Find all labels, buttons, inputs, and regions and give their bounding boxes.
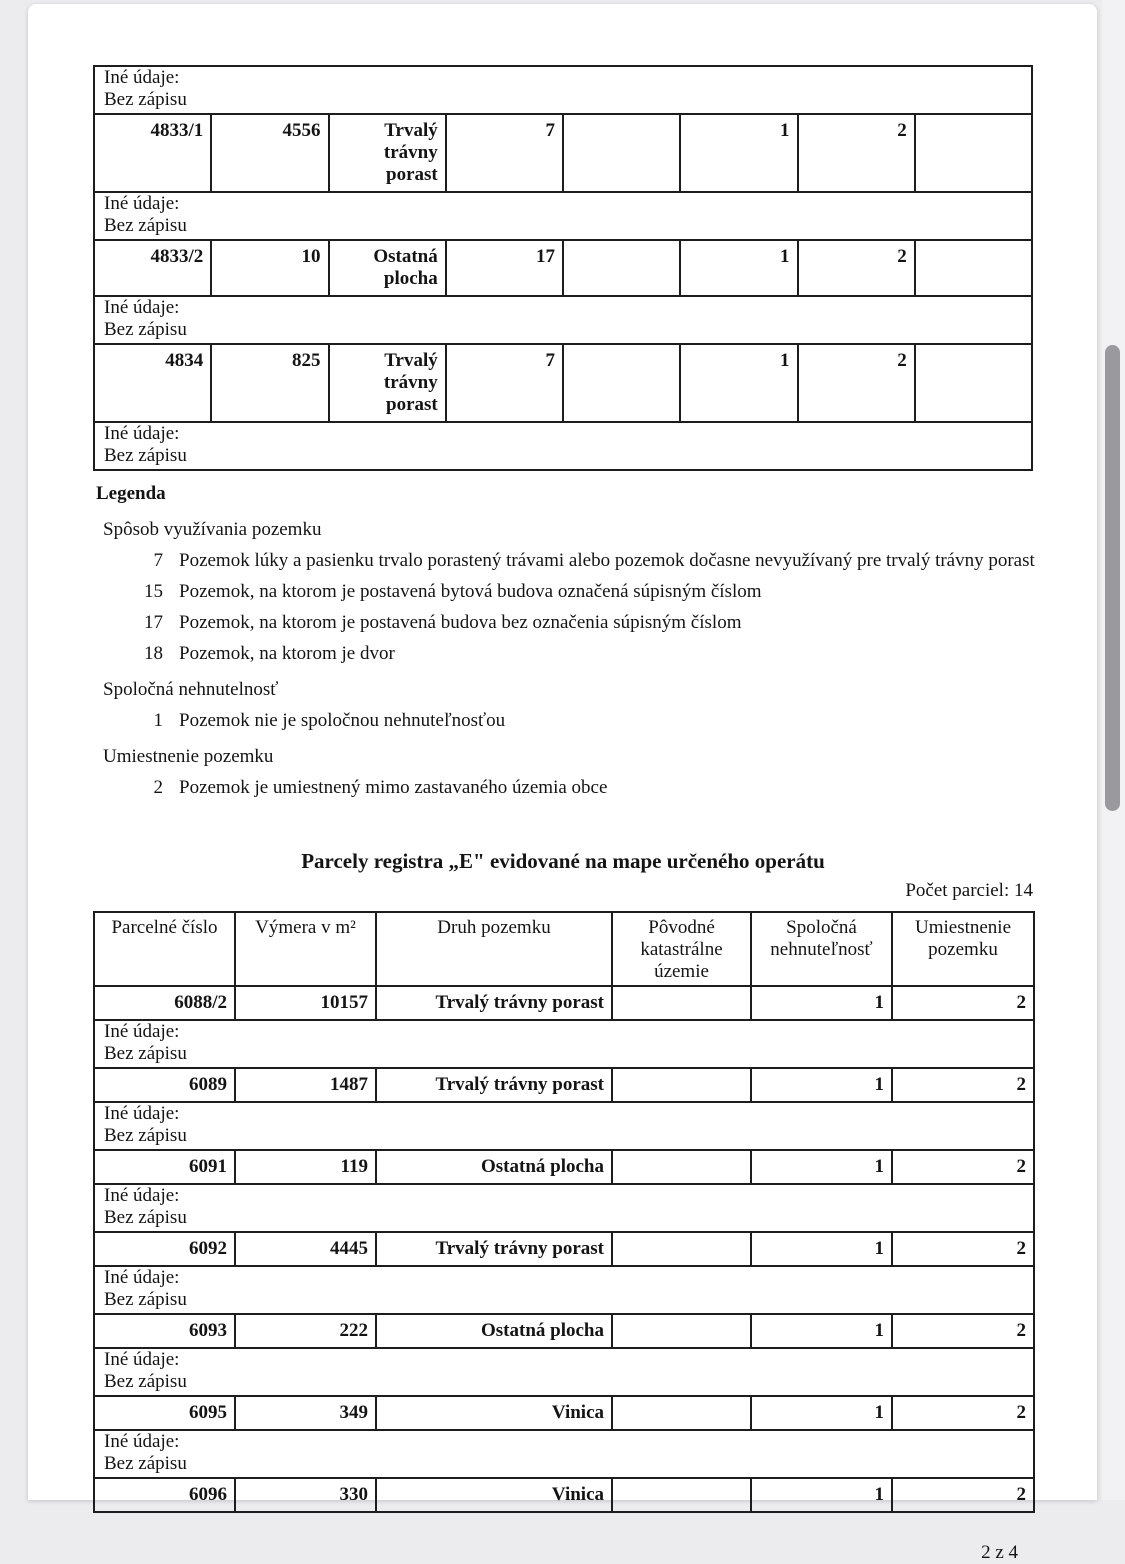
note-row — [94, 1020, 1034, 1068]
cell-povodne-katastralne-uzemie — [612, 1478, 751, 1512]
cell-umiestnenie-pozemku: 2 — [798, 114, 915, 192]
parcels-table-continued — [93, 65, 1033, 471]
cell-spolocna-nehnutelnost: 1 — [751, 1068, 892, 1102]
cell-vymera: 119 — [235, 1150, 376, 1184]
note-value: Bez zápisu — [104, 445, 187, 466]
cell-5 — [563, 240, 680, 296]
cell-povodne-katastralne-uzemie — [612, 1150, 751, 1184]
cell-druh-pozemku: Ostatná plocha — [376, 1314, 612, 1348]
cell-spolocna-nehnutelnost: 1 — [751, 1478, 892, 1512]
cell-vymera: 825 — [211, 344, 328, 422]
table-row — [94, 240, 1032, 296]
cell-vymera: 349 — [235, 1396, 376, 1430]
note-row — [94, 296, 1032, 344]
table-row — [94, 1396, 1034, 1430]
cell-vymera: 4445 — [235, 1232, 376, 1266]
table-row — [94, 1478, 1034, 1512]
note-row — [94, 1348, 1034, 1396]
cell-vymera: 330 — [235, 1478, 376, 1512]
cell-povodne-katastralne-uzemie — [612, 1232, 751, 1266]
cell-sposob-vyuzivania: 7 — [446, 114, 563, 192]
header-vymera: Výmera v m² — [235, 912, 376, 986]
legend-item — [93, 643, 1033, 665]
note-label: Iné údaje: — [104, 1349, 180, 1370]
note-label: Iné údaje: — [104, 1267, 180, 1288]
note-row — [94, 1184, 1034, 1232]
note-value: Bez zápisu — [104, 1207, 187, 1228]
note-cell — [94, 1348, 1034, 1396]
cell-umiestnenie-pozemku: 2 — [892, 986, 1034, 1020]
cell-druh-pozemku: Trvalý trávny porast — [376, 1068, 612, 1102]
cell-spolocna-nehnutelnost: 1 — [751, 1232, 892, 1266]
cell-sposob-vyuzivania: 17 — [446, 240, 563, 296]
legend-item-text: Pozemok je umiestnený mimo zastavaného územia obce — [179, 777, 608, 798]
cell-vymera: 10157 — [235, 986, 376, 1020]
legend-item-code: 2 — [153, 777, 163, 798]
legend — [93, 483, 1033, 799]
cell-umiestnenie-pozemku: 2 — [892, 1068, 1034, 1102]
note-value: Bez zápisu — [104, 215, 187, 236]
cell-parcelne-cislo: 4834 — [94, 344, 211, 422]
cell-parcelne-cislo: 6088/2 — [94, 986, 235, 1020]
cell-druh-pozemku: Trvalý trávny porast — [329, 344, 446, 422]
legend-group-heading: Spoločná nehnutelnosť — [103, 679, 279, 700]
cell-vymera: 10 — [211, 240, 328, 296]
note-label: Iné údaje: — [104, 423, 180, 444]
cell-vymera: 4556 — [211, 114, 328, 192]
cell-povodne-katastralne-uzemie — [612, 1396, 751, 1430]
cell-parcelne-cislo: 4833/2 — [94, 240, 211, 296]
legend-item — [93, 581, 1033, 603]
note-row — [94, 66, 1032, 114]
table-row — [94, 1150, 1034, 1184]
cell-parcelne-cislo: 6095 — [94, 1396, 235, 1430]
cell-spolocna-nehnutelnost: 1 — [680, 344, 797, 422]
note-label: Iné údaje: — [104, 1431, 180, 1452]
cell-umiestnenie-pozemku: 2 — [892, 1150, 1034, 1184]
legend-item — [93, 612, 1033, 634]
document-page — [28, 4, 1097, 1563]
legend-group-heading: Spôsob využívania pozemku — [103, 519, 322, 540]
cell-druh-pozemku: Vinica — [376, 1396, 612, 1430]
cell-druh-pozemku: Trvalý trávny porast — [376, 986, 612, 1020]
cell-parcelne-cislo: 6091 — [94, 1150, 235, 1184]
cell-umiestnenie-pozemku: 2 — [892, 1232, 1034, 1266]
table-row — [94, 986, 1034, 1020]
legend-item-text: Pozemok, na ktorom je postavená budova bez označenia súpisným číslom — [179, 612, 742, 633]
note-row — [94, 1102, 1034, 1150]
note-row — [94, 422, 1032, 470]
table-row — [94, 114, 1032, 192]
legend-item-text: Pozemok lúky a pasienku trvalo porastený trávami alebo pozemok dočasne nevyužívaný pre trvalý trávny porast — [179, 550, 1035, 571]
note-label: Iné údaje: — [104, 1021, 180, 1042]
cell-5 — [563, 114, 680, 192]
legend-item-text: Pozemok, na ktorom je dvor — [179, 643, 395, 664]
cell-povodne-katastralne-uzemie — [612, 1068, 751, 1102]
cell-parcelne-cislo: 6096 — [94, 1478, 235, 1512]
legend-item-text: Pozemok nie je spoločnou nehnuteľnosťou — [179, 710, 506, 731]
scrollbar-track[interactable] — [1102, 0, 1125, 1500]
cell-5 — [563, 344, 680, 422]
cell-umiestnenie-pozemku: 2 — [892, 1314, 1034, 1348]
cell-8 — [915, 240, 1032, 296]
cell-umiestnenie-pozemku: 2 — [892, 1478, 1034, 1512]
legend-item-code: 18 — [144, 643, 163, 664]
legend-item-code: 17 — [144, 612, 163, 633]
parcel-count: Počet parciel: 14 — [905, 880, 1033, 901]
note-cell — [94, 1020, 1034, 1068]
cell-spolocna-nehnutelnost: 1 — [751, 986, 892, 1020]
cell-spolocna-nehnutelnost: 1 — [751, 1150, 892, 1184]
cell-umiestnenie-pozemku: 2 — [798, 240, 915, 296]
cell-spolocna-nehnutelnost: 1 — [680, 240, 797, 296]
legend-item — [93, 777, 1033, 799]
cell-druh-pozemku: Trvalý trávny porast — [329, 114, 446, 192]
header-druh-pozemku: Druh pozemku — [376, 912, 612, 986]
cell-parcelne-cislo: 6089 — [94, 1068, 235, 1102]
cell-parcelne-cislo: 4833/1 — [94, 114, 211, 192]
note-row — [94, 192, 1032, 240]
table-row — [94, 1232, 1034, 1266]
section-title: Parcely registra „E" evidované na mape určeného operátu — [301, 849, 825, 873]
legend-item-text: Pozemok, na ktorom je postavená bytová budova označená súpisným číslom — [179, 581, 762, 602]
note-cell — [94, 192, 1032, 240]
legend-item — [93, 710, 1033, 732]
note-row — [94, 1430, 1034, 1478]
cell-parcelne-cislo: 6093 — [94, 1314, 235, 1348]
table-row — [94, 1314, 1034, 1348]
table-row — [94, 1068, 1034, 1102]
note-cell — [94, 66, 1032, 114]
cell-vymera: 222 — [235, 1314, 376, 1348]
note-cell — [94, 1184, 1034, 1232]
header-umiestnenie-pozemku: Umiestnenie pozemku — [892, 912, 1034, 986]
page-number: 2 z 4 — [981, 1542, 1018, 1563]
cell-umiestnenie-pozemku: 2 — [798, 344, 915, 422]
document-content — [28, 4, 1033, 1564]
note-cell — [94, 1430, 1034, 1478]
table-row — [94, 344, 1032, 422]
note-label: Iné údaje: — [104, 193, 180, 214]
note-cell — [94, 1102, 1034, 1150]
note-label: Iné údaje: — [104, 1185, 180, 1206]
note-value: Bez zápisu — [104, 89, 187, 110]
scrollbar-thumb[interactable] — [1105, 345, 1120, 811]
cell-vymera: 1487 — [235, 1068, 376, 1102]
note-cell — [94, 296, 1032, 344]
legend-item — [93, 550, 1033, 572]
note-label: Iné údaje: — [104, 67, 180, 88]
table-header-row — [94, 912, 1034, 986]
cell-spolocna-nehnutelnost: 1 — [751, 1396, 892, 1430]
note-cell — [94, 422, 1032, 470]
cell-spolocna-nehnutelnost: 1 — [751, 1314, 892, 1348]
note-row — [94, 1266, 1034, 1314]
note-value: Bez zápisu — [104, 1289, 187, 1310]
legend-title: Legenda — [96, 483, 166, 504]
note-label: Iné údaje: — [104, 1103, 180, 1124]
cell-sposob-vyuzivania: 7 — [446, 344, 563, 422]
note-value: Bez zápisu — [104, 1125, 187, 1146]
cell-povodne-katastralne-uzemie — [612, 1314, 751, 1348]
legend-group-heading: Umiestnenie pozemku — [103, 746, 274, 767]
cell-druh-pozemku: Ostatná plocha — [329, 240, 446, 296]
legend-item-code: 7 — [153, 550, 163, 571]
cell-spolocna-nehnutelnost: 1 — [680, 114, 797, 192]
cell-8 — [915, 344, 1032, 422]
note-value: Bez zápisu — [104, 319, 187, 340]
cell-druh-pozemku: Trvalý trávny porast — [376, 1232, 612, 1266]
header-parcelne-cislo: Parcelné číslo — [94, 912, 235, 986]
header-povodne-katastralne-uzemie: Pôvodné katastrálne územie — [612, 912, 751, 986]
legend-item-code: 15 — [144, 581, 163, 602]
note-cell — [94, 1266, 1034, 1314]
note-label: Iné údaje: — [104, 297, 180, 318]
cell-druh-pozemku: Ostatná plocha — [376, 1150, 612, 1184]
parcels-table-register-e — [93, 911, 1035, 1513]
note-value: Bez zápisu — [104, 1371, 187, 1392]
cell-parcelne-cislo: 6092 — [94, 1232, 235, 1266]
legend-item-code: 1 — [153, 710, 163, 731]
cell-povodne-katastralne-uzemie — [612, 986, 751, 1020]
header-spolocna-nehnutelnost: Spoločná nehnuteľnosť — [751, 912, 892, 986]
note-value: Bez zápisu — [104, 1453, 187, 1474]
cell-druh-pozemku: Vinica — [376, 1478, 612, 1512]
cell-umiestnenie-pozemku: 2 — [892, 1396, 1034, 1430]
cell-8 — [915, 114, 1032, 192]
note-value: Bez zápisu — [104, 1043, 187, 1064]
